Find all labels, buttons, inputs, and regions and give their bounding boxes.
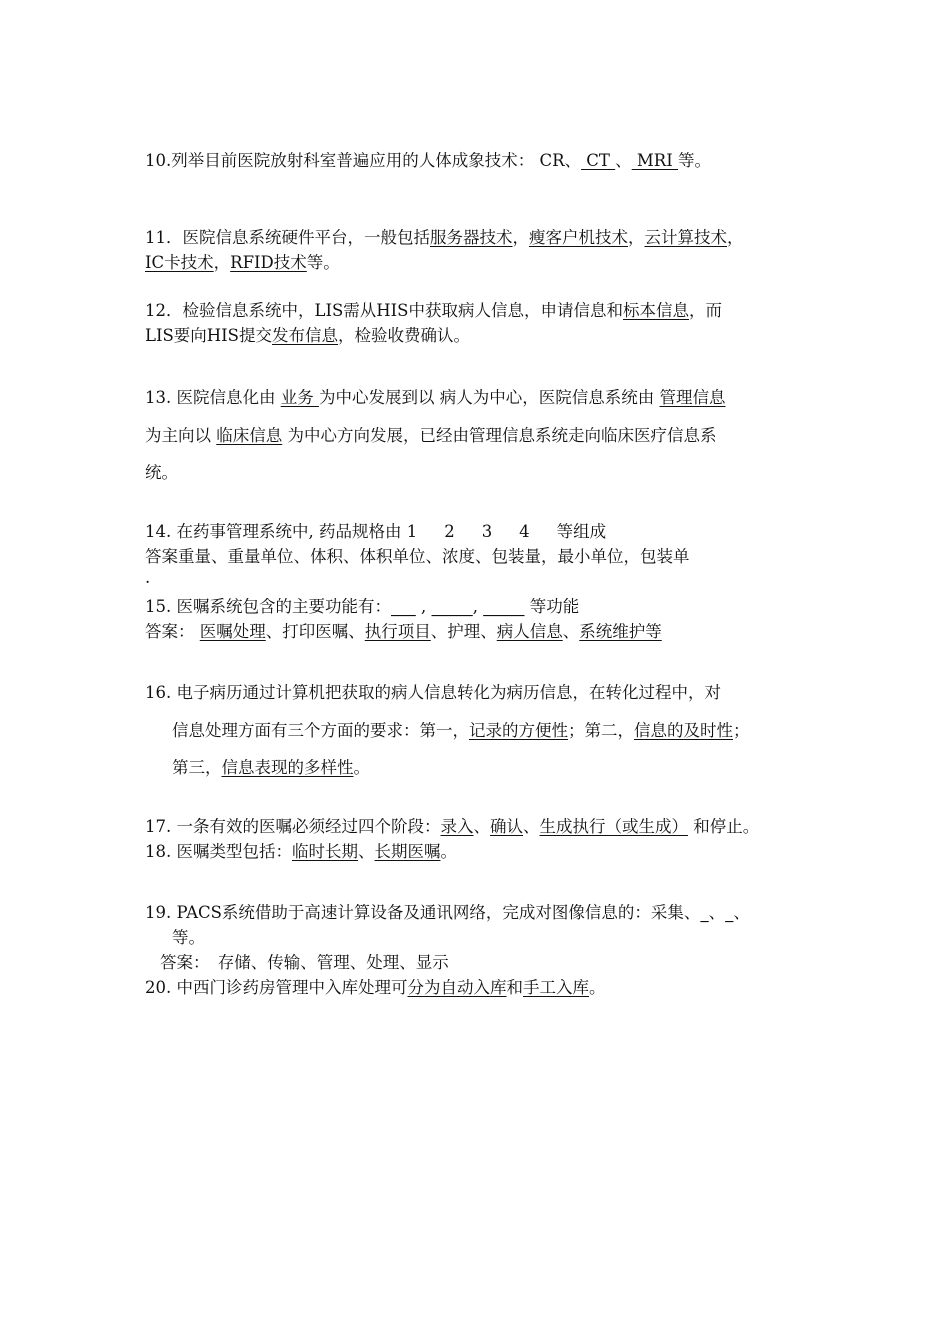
question-15-answer [145,621,662,643]
answer: 病人信息 [496,622,563,641]
text: 。 [589,978,606,997]
answer: 临床信息 [216,426,283,445]
question-14-answer: 答案重量、重量单位、体积、体积单位、浓度、包装量，最小单位，包装单 [145,547,690,566]
question-15-line-1 [145,596,579,618]
text: 等。 [678,151,711,170]
text: 、 [473,817,490,836]
question-16-line-3 [172,757,370,779]
question-19-line-1 [145,902,750,924]
text: , [415,597,432,616]
answer: 云计算技术 [644,228,727,247]
answer: 管理信息 [659,388,726,407]
question-13-line-2 [145,425,717,447]
text: 为主向以 [145,426,217,445]
answer-mri: MRI [631,151,678,170]
text: ，而 [688,301,722,320]
answer: 生成执行（或生成） [539,817,688,836]
text: 为中心发展到以 病人为中心，医院信息系统由 [318,388,660,407]
answer-ct: CT [581,151,616,170]
question-13-line-3: 统。 [145,463,178,482]
blank: _____ [431,597,473,616]
question-13-line-1 [145,387,725,409]
text: 等。 [306,253,340,272]
text: 、 [358,842,375,861]
text: 、 [708,903,726,922]
text: 、 [615,151,632,170]
answer: 长期医嘱 [374,842,441,861]
text: 10.列举目前医院放射科室普遍应用的人体成象技术： CR、 [145,151,582,170]
question-14-line-3: . [145,568,151,587]
text: 、 [562,622,580,641]
text: 、 [523,817,540,836]
text: 13. 医院信息化由 [145,388,281,407]
answer: 信息的及时性 [634,721,733,740]
text: ； [733,721,750,740]
text: ， [213,253,231,272]
text: 、打印医嘱、 [265,622,365,641]
answer: 瘦客户机技术 [529,228,628,247]
text: 19. PACS系统借助于高速计算设备及通讯网络，完成对图像信息的：采集、 [145,903,701,922]
text: 和停止。 [688,817,760,836]
answer: 记录的方便性 [469,721,568,740]
text: ；第二， [568,721,634,740]
text: ，检验收费确认。 [338,326,470,345]
text: 20. 中西门诊药房管理中入库处理可 [145,978,408,997]
text: 信息处理方面有三个方面的要求：第一， [172,721,469,740]
text: 、 [733,903,750,922]
text: 。 [440,842,457,861]
text: 12．检验信息系统中，LIS需从HIS中获取病人信息，申请信息和 [145,301,623,320]
blank: _____ [483,597,525,616]
answer: 录入 [440,817,474,836]
answer: 确认 [490,817,523,836]
answer: 业务 [280,388,319,407]
question-12-line-2 [145,325,470,347]
question-20-line-1 [145,977,606,999]
question-19-answer: 答案： 存储、传输、管理、处理、显示 [160,953,449,972]
answer: 标本信息 [622,301,689,320]
text: ， [727,228,744,247]
answer: 医嘱处理 [199,622,266,641]
question-12-line-1 [145,300,722,322]
text: LIS要向HIS提交 [145,326,272,345]
answer: 手工入库 [523,978,589,997]
text: 和 [506,978,523,997]
answer: 服务器技术 [430,228,513,247]
text: 、护理、 [430,622,497,641]
question-10-line-1 [145,150,711,172]
answer: 临时长期 [292,842,358,861]
text: 15. 医嘱系统包含的主要功能有： [145,597,391,616]
question-16-line-2 [172,720,750,742]
answer: 执行项目 [364,622,431,641]
blank: _ [725,903,734,922]
question-11-line-2 [145,252,340,274]
question-11-line-1 [145,227,744,249]
text: 第三， [172,758,222,777]
text: 。 [353,758,370,777]
answer: 发布信息 [272,326,338,345]
text: ， [628,228,645,247]
answer: RFID技术 [230,253,307,272]
question-19-line-2: 等。 [172,928,205,947]
answer: 信息表现的多样性 [221,758,354,777]
question-16-line-1: 16. 电子病历通过计算机把获取的病人信息转化为病历信息，在转化过程中，对 [145,683,721,702]
text: 答案： [145,622,200,641]
text: , [472,597,484,616]
answer: 分为自动入库 [407,978,507,997]
blank: _ [700,903,709,922]
answer: IC卡技术 [145,253,214,272]
text: 18. 医嘱类型包括： [145,842,292,861]
text: ， [512,228,529,247]
text: 11．医院信息系统硬件平台，一般包括 [145,228,430,247]
blank: ___ [391,597,416,616]
question-18-line-1 [145,841,457,863]
question-17-line-1 [145,816,759,838]
text: 17. 一条有效的医嘱必须经过四个阶段： [145,817,441,836]
question-14-line-1: 14. 在药事管理系统中, 药品规格由 1 2 3 4 等组成 [145,522,607,541]
text: 为中心方向发展，已经由管理信息系统走向临床医疗信息系 [282,426,717,445]
text: 等功能 [524,597,580,616]
answer: 系统维护等 [579,622,662,641]
